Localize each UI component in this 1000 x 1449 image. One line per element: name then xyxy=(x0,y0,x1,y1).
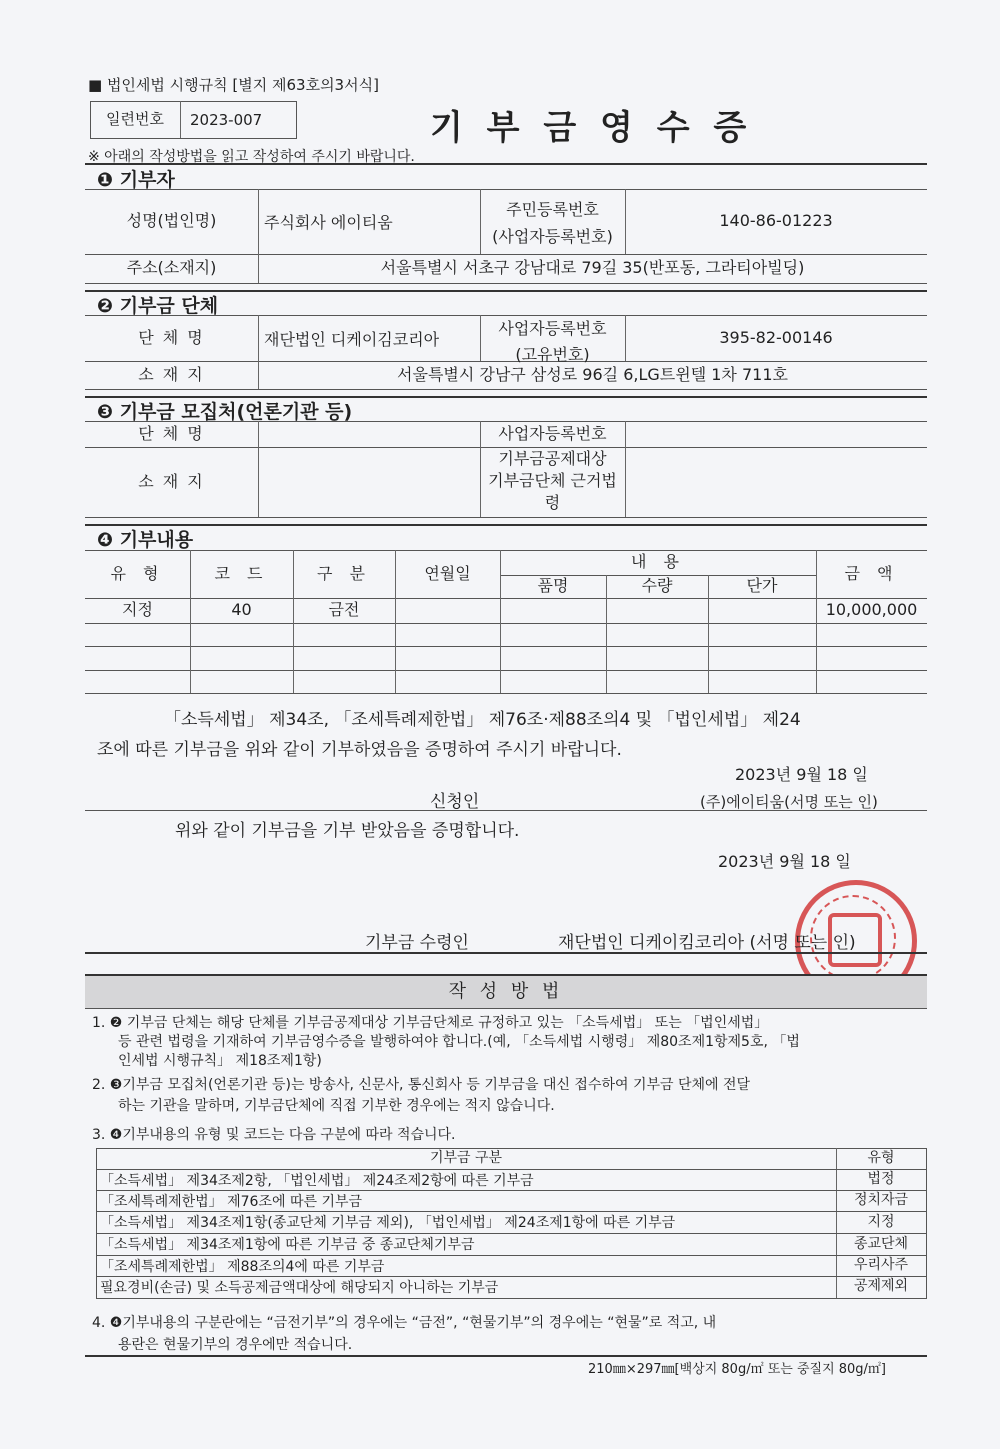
section2-heading: ❷ 기부금 단체 xyxy=(97,295,219,317)
recipient-value: 재단법인 디케이킴코리아 (서명 또는 인) xyxy=(558,933,856,953)
donor-name-label: 성명(법인명) xyxy=(126,211,217,231)
certify-line-1: 「소득세법」 제34조, 「조세특례제한법」 제76조·제88조의4 및 「법인세법」 제24 xyxy=(164,710,801,730)
org-reg-value: 395-82-00146 xyxy=(719,327,833,347)
form-reference: ■ 법인세법 시행규칙 [별지 제63호의3서식] xyxy=(88,76,379,94)
donor-name-value: 주식회사 에이티움 xyxy=(264,213,393,232)
type-table-row-type: 우리사주 xyxy=(853,1257,909,1274)
col-amount-header: 금 액 xyxy=(844,563,899,583)
row-qty xyxy=(606,598,708,623)
certify-line-3: 위와 같이 기부금을 기부 받았음을 증명합니다. xyxy=(175,821,520,841)
col-item-header: 품명 xyxy=(537,576,569,596)
org-location-value: 서울특별시 강남구 삼성로 96길 6,LG트윈텔 1차 711호 xyxy=(397,364,788,384)
section4-heading: ❹ 기부내용 xyxy=(97,529,194,551)
paper-spec: 210㎜×297㎜[백상지 80g/㎡ 또는 중질지 80g/㎡] xyxy=(588,1362,887,1377)
row-item xyxy=(500,598,606,623)
org-location-label: 소 재 지 xyxy=(138,364,205,384)
col-qty-header: 수량 xyxy=(641,576,673,596)
row-code: 40 xyxy=(231,600,252,620)
recipient-label: 기부금 수령인 xyxy=(365,933,469,953)
instruction-2a: 2. ❸기부금 모집처(언론기관 등)는 방송사, 신문사, 통신회사 등 기부금을 대신 접수하여 기부금 단체에 전달 xyxy=(92,1077,751,1093)
col-type-header: 유 형 xyxy=(110,563,165,583)
notice-text: ※ 아래의 작성방법을 읽고 작성하여 주시기 바랍니다. xyxy=(88,149,415,165)
donor-id-value: 140-86-01223 xyxy=(719,211,833,231)
serial-label: 일련번호 xyxy=(106,109,164,128)
row-amount: 10,000,000 xyxy=(825,600,918,620)
type-table-row-type: 정치자금 xyxy=(853,1192,909,1209)
row-unit-price xyxy=(708,598,816,623)
type-table-row-type: 지정 xyxy=(867,1213,895,1230)
collector-location-label: 소 재 지 xyxy=(138,471,205,491)
donor-address-label: 주소(소재지) xyxy=(126,258,217,278)
collector-law-label: 기부금공제대상 기부금단체 근거법 령 xyxy=(488,449,617,512)
instruction-4a: 4. ❹기부내용의 구분란에는 “금전기부”의 경우에는 “금전”, “현물기부”의 경우에는 “현물”로 적고, 내 xyxy=(92,1315,717,1331)
instruction-3: 3. ❹기부내용의 유형 및 코드는 다음 구분에 따라 적습니다. xyxy=(92,1127,456,1143)
org-reg-label: 사업자등록번호 (고유번호) xyxy=(498,319,607,364)
type-table-row-type: 공제제외 xyxy=(853,1278,909,1295)
col-code-header: 코 드 xyxy=(214,563,269,583)
receipt-date: 2023년 9월 18 일 xyxy=(718,852,851,871)
row-type: 지정 xyxy=(122,600,153,620)
section1-heading: ❶ 기부자 xyxy=(97,169,175,191)
col-content-header: 내 용 xyxy=(631,552,685,572)
instruction-1c: 인세법 시행규칙」 제18조제1항) xyxy=(118,1053,322,1069)
col-unitprice-header: 단가 xyxy=(746,576,778,596)
apply-date: 2023년 9월 18 일 xyxy=(735,765,868,784)
type-table-row-category: 「조세특례제한법」 제76조에 따른 기부금 xyxy=(100,1193,363,1210)
org-name-value: 재단법인 디케이김코리아 xyxy=(264,329,440,349)
section3-heading: ❸ 기부금 모집처(언론기관 등) xyxy=(97,401,353,423)
type-table-row-category: 「소득세법」 제34조제1항(종교단체 기부금 제외), 「법인세법」 제24조제1항에 따른 기부금 xyxy=(100,1215,676,1231)
serial-value: 2023-007 xyxy=(190,110,263,129)
collector-name-label: 단 체 명 xyxy=(138,423,205,443)
type-table-type-header: 유형 xyxy=(867,1150,895,1167)
donor-id-label: 주민등록번호 (사업자등록번호) xyxy=(492,200,613,246)
applicant-value: (주)에이티움(서명 또는 인) xyxy=(700,793,878,811)
row-category: 금전 xyxy=(328,600,360,620)
instruction-4b: 용란은 현물기부의 경우에만 적습니다. xyxy=(118,1337,353,1353)
collector-reg-label: 사업자등록번호 xyxy=(498,423,607,443)
type-table-row-type: 종교단체 xyxy=(853,1235,909,1252)
applicant-label: 신청인 xyxy=(430,792,480,812)
type-table-row-category: 「조세특례제한법」 제88조의4에 따른 기부금 xyxy=(100,1258,385,1275)
certify-line-2: 조에 따른 기부금을 위와 같이 기부하였음을 증명하여 주시기 바랍니다. xyxy=(97,740,622,760)
org-name-label: 단 체 명 xyxy=(138,327,205,347)
type-table-row-type: 법정 xyxy=(867,1171,895,1188)
col-category-header: 구 분 xyxy=(317,563,371,583)
type-table-row-category: 「소득세법」 제34조제1항에 따른 기부금 중 종교단체기부금 xyxy=(100,1237,475,1253)
instructions-heading: 작 성 방 법 xyxy=(448,981,564,1003)
instruction-1a: 1. ❷ 기부금 단체는 해당 단체를 기부금공제대상 기부금단체로 규정하고 있는 「소득세법」 또는 「법인세법」 xyxy=(92,1015,769,1031)
col-date-header: 연월일 xyxy=(424,563,471,583)
instruction-2b: 하는 기관을 말하며, 기부금단체에 직접 기부한 경우에는 적지 않습니다. xyxy=(118,1098,555,1114)
type-table-category-header: 기부금 구분 xyxy=(429,1150,503,1167)
type-table-row-category: 「소득세법」 제34조제2항, 「법인세법」 제24조제2항에 따른 기부금 xyxy=(100,1172,534,1189)
donor-address-value: 서울특별시 서초구 강남대로 79길 35(반포동, 그라티아빌딩) xyxy=(380,258,805,278)
row-date xyxy=(395,598,500,623)
type-table-row-category: 필요경비(손금) 및 소득공제금액대상에 해당되지 아니하는 기부금 xyxy=(100,1279,499,1296)
instruction-1b: 등 관련 법령을 기재하여 기부금영수증을 발행하여야 합니다.(예, 「소득세법 시행령」 제80조제1항제5호, 「법 xyxy=(118,1034,800,1050)
page-title: 기 부 금 영 수 증 xyxy=(430,108,753,148)
